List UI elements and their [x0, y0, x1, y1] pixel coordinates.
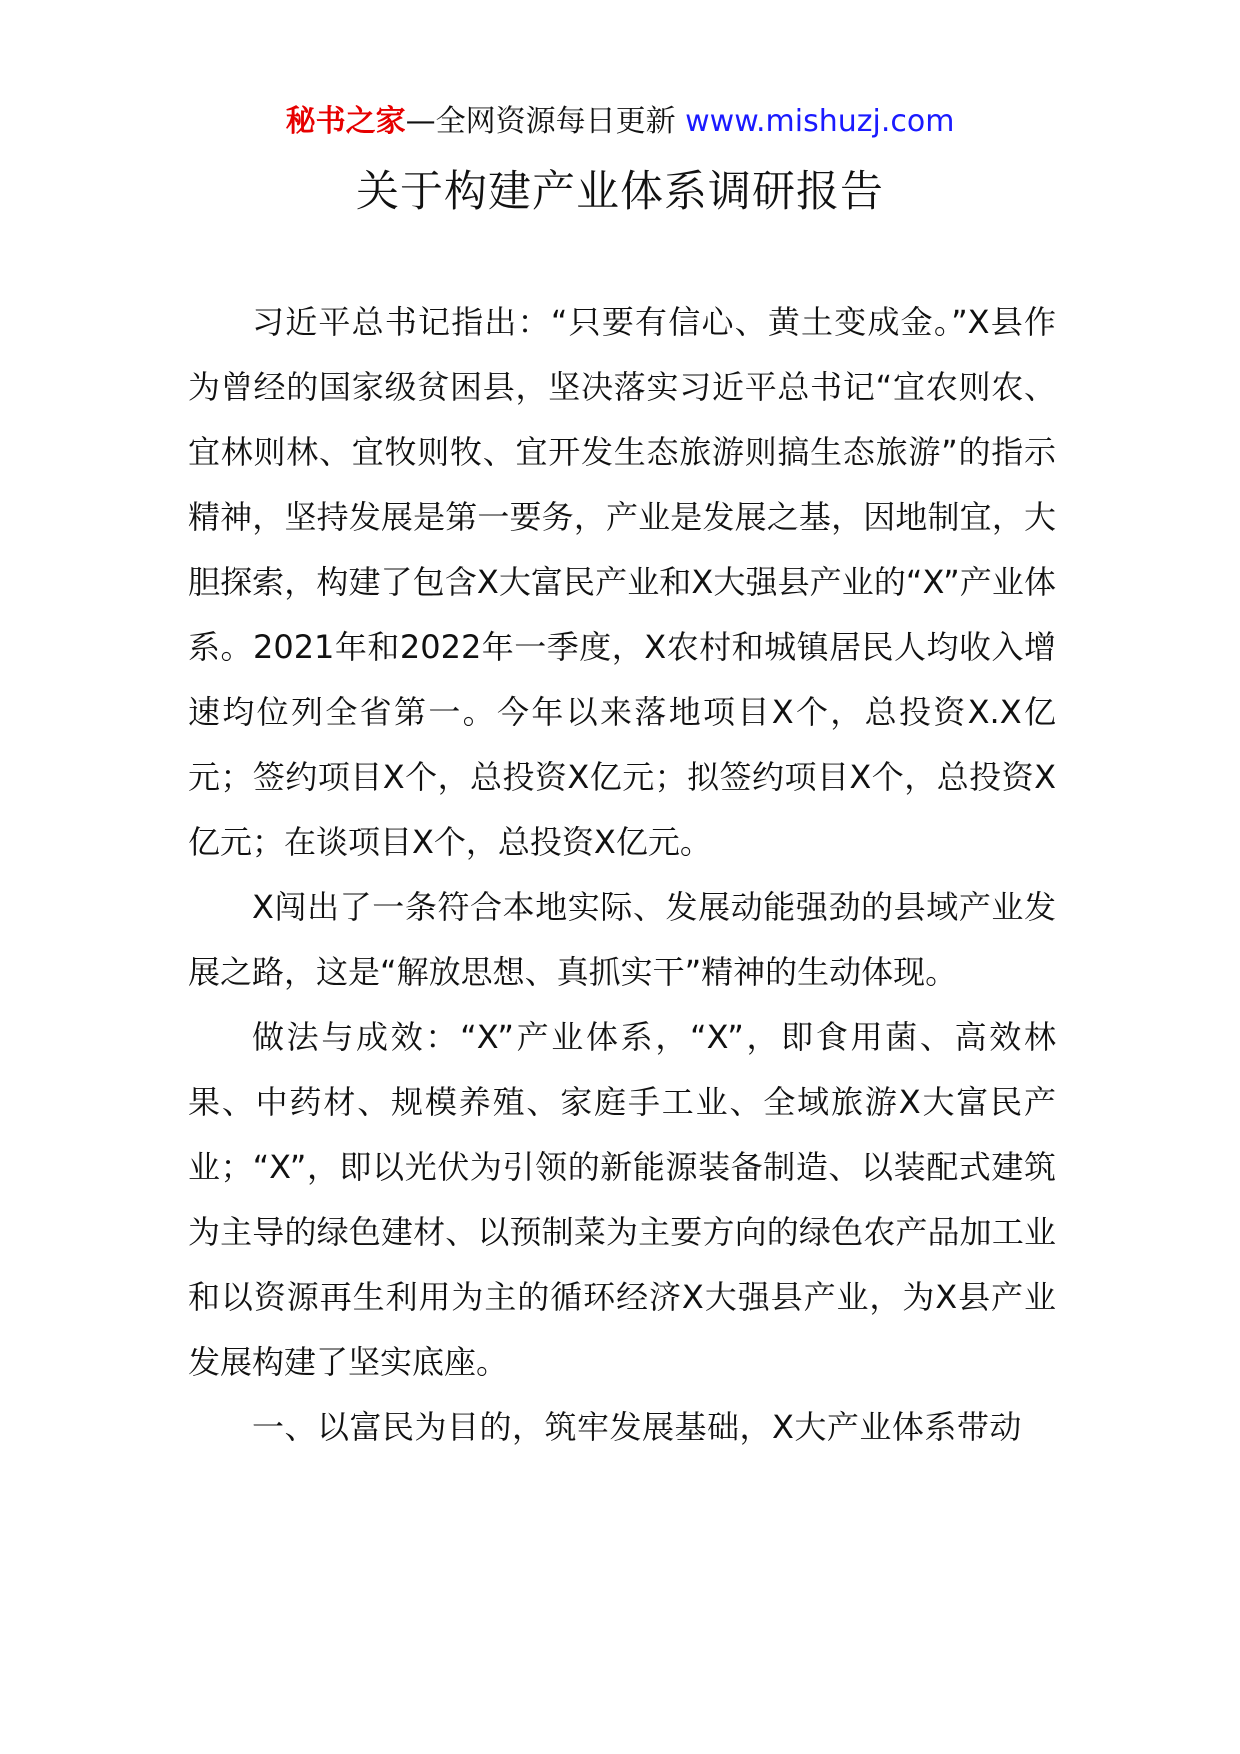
document-body [188, 290, 1056, 1460]
section-heading: 一、以富民为目的，筑牢发展基础，X大产业体系带动 [252, 1408, 1022, 1446]
site-tagline: —全网资源每日更新 [405, 104, 686, 139]
paragraph-methods: 做法与成效：“X”产业体系，“X”，即食用菌、高效林果、中药材、规模养殖、家庭手工业、全域旅游X大富民产业；“X”，即以光伏为引领的新能源装备制造、以装配式建筑为主导的绿色建材、以预制菜为主要方向的绿色农产品加工业和以资源再生利用为主的循环经济X大强县产业，为X县产业发展构建了坚实底座。 [188, 1018, 1056, 1381]
site-brand: 秘书之家 [285, 104, 406, 139]
site-url-link[interactable]: www.mishuzj.com [685, 104, 955, 139]
paragraph-intro: 习近平总书记指出：“只要有信心、黄土变成金。”X县作为曾经的国家级贫困县，坚决落实习近平总书记“宜农则农、宜林则林、宜牧则牧、宜开发生态旅游则搞生态旅游”的指示精神，坚持发展是第一要务，产业是发展之基，因地制宜，大胆探索，构建了包含X大富民产业和X大强县产业的“X”产业体系。2021年和2022年一季度，X农村和城镇居民人均收入增速均位列全省第一。今年以来落地项目X个，总投资X.X亿元；签约项目X个，总投资X亿元；拟签约项目X个，总投资X亿元；在谈项目X个，总投资X亿元。 [188, 303, 1056, 861]
document-title: 关于构建产业体系调研报告 [356, 167, 884, 217]
paragraph-summary: X闯出了一条符合本地实际、发展动能强劲的县域产业发展之路，这是“解放思想、真抓实干”精神的生动体现。 [188, 888, 1056, 991]
site-header [0, 100, 1240, 144]
